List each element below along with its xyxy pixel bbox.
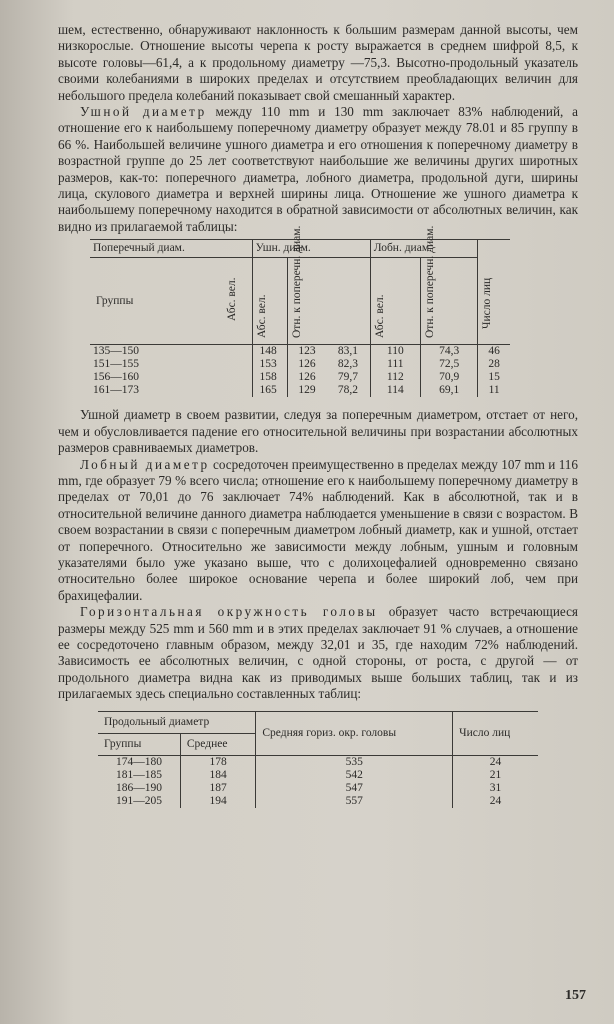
table2-cell: 174—180 [98,755,180,769]
table1-cell: 148 [252,345,287,359]
table2-cell: 535 [256,755,453,769]
table1-cell: 70,9 [420,371,477,384]
th-abs-ear: Абс. вел. [252,258,287,345]
table1-cell: 69,1 [420,384,477,397]
th-abs-1: Абс. вел. [226,277,239,322]
table2-cell: 24 [489,794,502,807]
paragraph-horizontal-circumference-text: образует часто встречающиеся размеры между 525 mm и 560 mm и в этих пределах заключает 91 % случаев, а отношение ее сосредоточено главным образом, между 32,01 и 35, где находим 72% наблюдений. Зависимость ее абсолютных величин, с одной стороны, от роста, с другой — от продольного диаметра видна как из приводимых выше больших таблиц, так и из прилагаемых здесь специально составленных таблиц: [58,604,578,702]
table1-cell: 161—173 [90,384,252,397]
paragraph-frontal-diameter-text: сосредоточен преимущественно в пределах между 107 mm и 116 mm, где образует 79 % всего числа; отношение его к наибольшему поперечному диаметру в пределах от 70,01 до 76 заключает 74% наблюдений. Как в абсолютной, так и в относительной величине данного диаметра наблюдается уменьшение в связи с возрастом. В своем возрастании в связи с поперечным диаметром лобный диаметр, как и ушной, отстает от поперечного. Относительно же зависимости между лобным, ушным и головным указателями было уже указано выше, что с долихоцефалией одновременно связано относительно более широкое основание черепа и более широкий лоб, чем при брахицефалии. [58,456,578,603]
table1-cell: 11 [488,384,500,397]
table2-cell: 187 [180,782,255,795]
table1-cell: 126 [298,358,316,371]
th-longitudinal: Продольный диаметр [98,711,256,733]
table-row [98,782,538,795]
page-number: 157 [565,988,586,1003]
ear-frontal-table-body [90,345,510,398]
table2-cell: 178 [180,755,255,769]
table2-cell: 186—190 [98,782,180,795]
table-row [90,371,510,384]
table1-cell: 111 [370,358,420,371]
paragraph-ear-diameter [58,104,578,235]
paragraph-ear-diameter-text: между 110 mm и 130 mm заключает 83% наблюдений, а отношение его к наибольшему поперечному диаметру образует между 78.01 и 85 группу в 66 %. Наибольшей величине ушного диаметра и его отношения к поперечному диаметру в возрастной группе до 25 лет соответствуют наибольшие же величины других широтных размеров, как-то: поперечного диаметра, лобного диаметра, продольной дуги, ширины лица, скулового диаметра и верхней ширины лица. Отношение же ушного диаметра к наибольшему поперечному находится в обратной зависимости от абсолютных величин, как видно из прилагаемой таблицы: [58,104,578,234]
th-frontal: Лобн. диам. [370,240,478,258]
table2-cell: 557 [256,795,453,808]
table2-cell: 184 [180,769,255,782]
th-rel-ear: Отн. к поперечн. диам. [287,258,370,345]
table1-cell: 126 [298,371,316,384]
table1-cell: 129 [298,384,316,397]
heading-frontal-diameter: Лобный диаметр [80,456,210,472]
table1-cell: 151—155 [90,358,252,371]
table1-cell: 72,5 [420,358,477,371]
table1-cell: 82,3 [326,358,370,371]
table2-cell: 194 [180,795,255,808]
th-count: Число лиц [478,240,510,345]
th-count-2: Число лиц [453,711,538,755]
table-row [98,769,538,782]
th-groups [90,258,252,345]
table1-cell: 46 [478,345,510,359]
ear-frontal-table [90,225,510,397]
circumference-table-body [98,755,538,808]
th-transverse: Поперечный диам. [90,240,252,258]
table-row [98,755,538,769]
th-groups-2: Группы [98,733,180,755]
table1-cell: 114 [370,384,420,397]
paragraph-3: Ушной диаметр в своем развитии, следуя за поперечным диаметром, отстает от него, чем и обусловливается падение его относительной величины при возрастании абсолютных размеров сравниваемых диаметров. [58,407,578,456]
th-abs-frontal: Абс. вел. [370,258,420,345]
table1-cell: 78,2 [326,384,370,397]
table1-cell: 156—160 [90,371,252,384]
circumference-table [98,711,538,808]
table1-cell: 165 [252,384,287,397]
table1-cell: 153 [252,358,287,371]
table-row [90,345,510,359]
table1-cell: 28 [488,358,500,371]
paragraph-frontal-diameter [58,457,578,605]
heading-horizontal-circumference: Горизонтальная окружность головы [80,604,378,620]
table1-cell: 79,7 [326,371,370,384]
table1-cell: 74,3 [420,345,477,359]
table2-cell: 191—205 [98,795,180,808]
heading-ear-diameter: Ушной диаметр [80,104,207,120]
paragraph-horizontal-circumference [58,604,578,702]
table1-cell: 158 [252,371,287,384]
table2-cell: 31 [489,781,502,794]
th-ear: Ушн. диам. [252,240,370,258]
table-row [98,795,538,808]
table2-cell: 24 [489,755,502,768]
table2-cell: 21 [489,768,502,781]
paragraph-1: шем, естественно, обнаруживают наклонность к большим размерам данной высоты, чем низкорослые. Отношение высоты черепа к росту выражается в среднем шифрой 8,5, к высоте головы—61,4, а к продольному диаметру —75,3. Высотно-продольный указатель своими колебаниями в широких пределах и отсутствием преобладающих величин для небольшого предела колебаний показывает свой смешанный характер. [58,22,578,103]
table-row [90,358,510,371]
table1-cell: 15 [488,371,500,384]
table2-cell: 542 [256,769,453,782]
table1-cell: 135—150 [90,345,252,359]
th-groups-label: Группы [96,294,134,307]
table1-cell: 83,1 [326,345,370,359]
table-row [90,384,510,397]
table2-cell: 181—185 [98,769,180,782]
table1-cell: 112 [370,371,420,384]
th-mean: Среднее [180,733,255,755]
table1-cell: 110 [370,345,420,359]
table2-cell: 547 [256,782,453,795]
page-body [58,22,578,808]
th-horiz: Средняя гориз. окр. головы [256,711,453,755]
table1-cell: 123 [287,345,326,359]
th-rel-frontal: Отн. к поперечн. диам. [420,258,477,345]
